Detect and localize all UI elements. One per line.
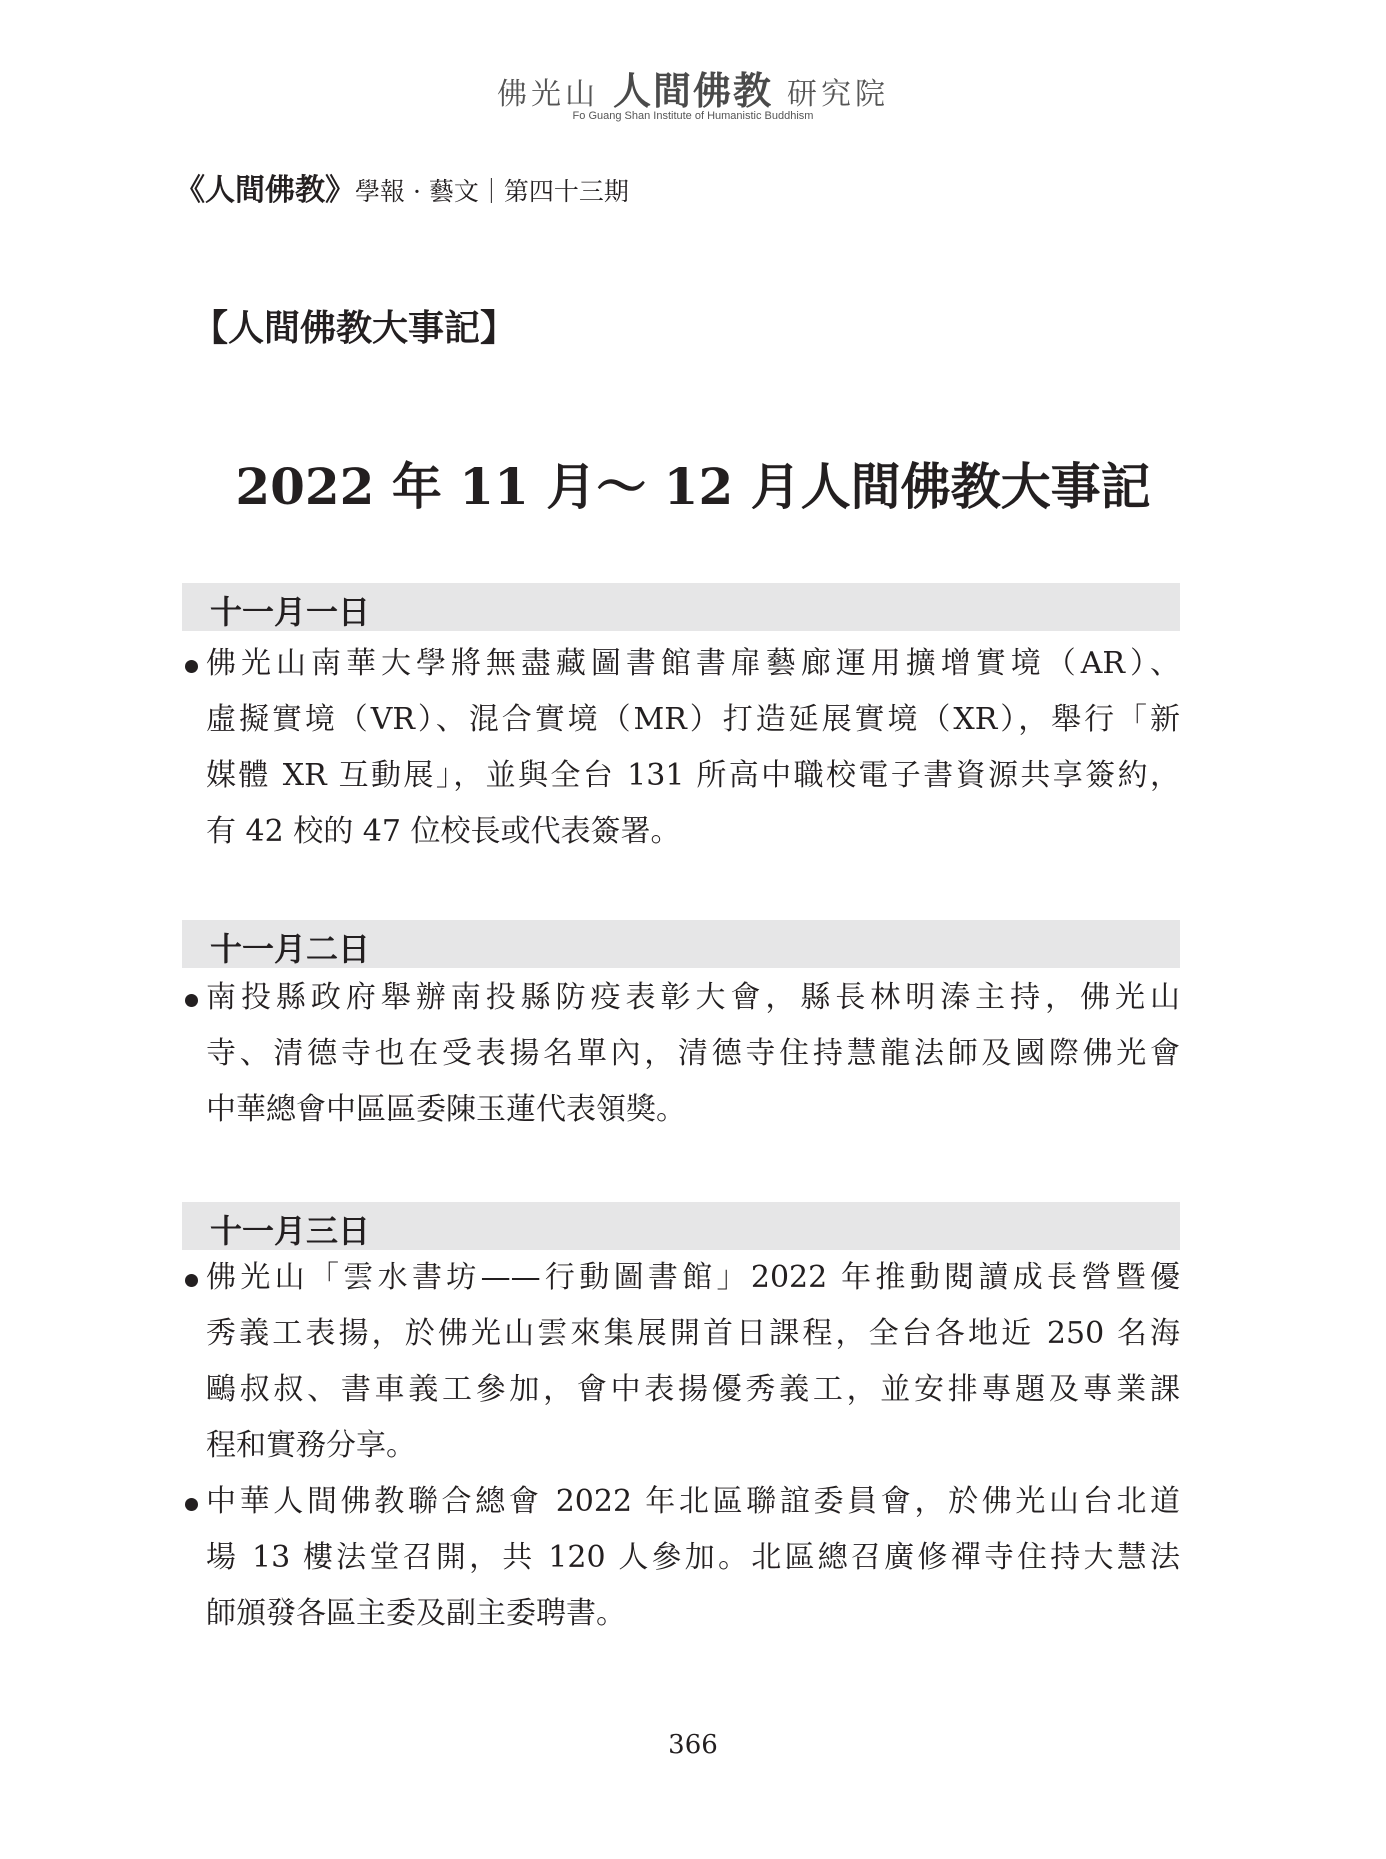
bullet-icon — [185, 660, 198, 673]
event-entry — [182, 636, 1180, 860]
entry-line: 場 13 樓法堂召開，共 120 人參加。北區總召廣修禪寺住持大慧法 — [206, 1540, 1180, 1575]
page-number: 366 — [668, 1730, 718, 1760]
logo-english-caption: Fo Guang Shan Institute of Humanistic Buddhism — [572, 110, 814, 122]
article-title: 2022 年 11 月～ 12 月人間佛教大事記 — [235, 457, 1151, 516]
entry-line: 媒體 XR 互動展」，並與全台 131 所高中職校電子書資源共享簽約， — [206, 758, 1180, 793]
logo-suffix: 研究院 — [787, 77, 889, 112]
entry-line: 寺、清德寺也在受表揚名單內，清德寺住持慧龍法師及國際佛光會 — [206, 1036, 1180, 1071]
issue-info: 學報 · 藝文｜第四十三期 — [355, 177, 629, 206]
date-heading: 十一月二日 — [210, 930, 371, 968]
entry-line: 中華人間佛教聯合總會 2022 年北區聯誼委員會，於佛光山台北道 — [182, 1474, 1180, 1530]
running-header — [175, 165, 629, 209]
logo-brand: 人間佛教 — [612, 68, 773, 113]
bullet-icon — [185, 1274, 198, 1287]
bullet-icon — [185, 994, 198, 1007]
event-entry — [182, 1474, 1180, 1642]
entry-line: 佛光山「雲水書坊——行動圖書館」2022 年推動閱讀成長營暨優 — [182, 1250, 1180, 1306]
entry-line: 南投縣政府舉辦南投縣防疫表彰大會，縣長林明溱主持，佛光山 — [182, 970, 1180, 1026]
entry-line: 佛光山南華大學將無盡藏圖書館書扉藝廊運用擴增實境（AR）、 — [182, 636, 1180, 692]
event-entry — [182, 970, 1180, 1138]
logo-prefix: 佛光山 — [496, 77, 599, 112]
date-heading: 十一月三日 — [210, 1212, 371, 1250]
institute-logo — [0, 60, 1386, 115]
bullet-icon — [185, 1498, 198, 1511]
entry-line: 鷗叔叔、書車義工參加，會中表揚優秀義工，並安排專題及專業課 — [206, 1372, 1180, 1407]
entry-line: 師頒發各區主委及副主委聘書。 — [206, 1596, 626, 1631]
date-heading-bar — [182, 920, 1180, 968]
journal-name: 《人間佛教》 — [175, 173, 355, 208]
date-heading-bar — [182, 1202, 1180, 1250]
entry-line: 虛擬實境（VR）、混合實境（MR）打造延展實境（XR），舉行「新 — [206, 702, 1180, 737]
date-heading-bar — [182, 583, 1180, 631]
event-entry — [182, 1250, 1180, 1474]
section-label: 【人間佛教大事記】 — [192, 307, 517, 349]
entry-line: 秀義工表揚，於佛光山雲來集展開首日課程，全台各地近 250 名海 — [206, 1316, 1180, 1351]
entry-line: 有 42 校的 47 位校長或代表簽署。 — [206, 814, 681, 849]
date-heading: 十一月一日 — [210, 593, 371, 631]
entry-line: 中華總會中區區委陳玉蓮代表領獎。 — [206, 1092, 686, 1127]
entry-line: 程和實務分享。 — [206, 1428, 416, 1463]
